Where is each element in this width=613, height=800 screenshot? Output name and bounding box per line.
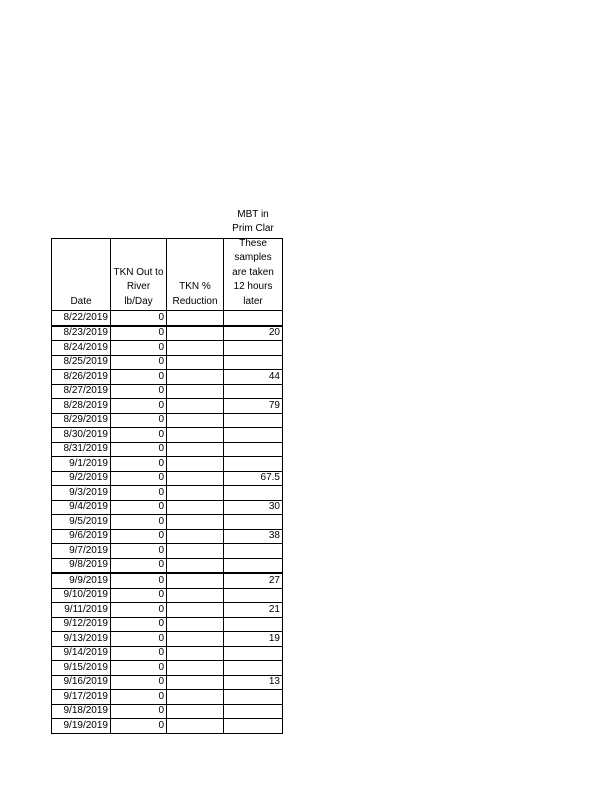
table-row — [52, 428, 283, 443]
tkn-out-cell: 0 — [111, 719, 167, 734]
table-row — [52, 558, 283, 573]
tkn-reduction-cell — [167, 384, 224, 399]
mbt-cell — [224, 617, 283, 632]
tkn-out-cell: 0 — [111, 413, 167, 428]
tkn-out-cell: 0 — [111, 617, 167, 632]
mbt-cell: 20 — [224, 326, 283, 341]
table-row — [52, 675, 283, 690]
table-row — [52, 515, 283, 530]
tkn-out-cell: 0 — [111, 399, 167, 414]
date-cell: 8/24/2019 — [52, 341, 111, 356]
mbt-cell — [224, 588, 283, 603]
table-row — [52, 311, 283, 326]
table-row — [52, 573, 283, 588]
mbt-cell — [224, 442, 283, 457]
tkn-reduction-cell — [167, 500, 224, 515]
mbt-cell: 79 — [224, 399, 283, 414]
table-row — [52, 413, 283, 428]
tkn-out-cell: 0 — [111, 442, 167, 457]
table-row — [52, 326, 283, 341]
table-row — [52, 690, 283, 705]
header-tkn-reduction: TKN % Reduction — [167, 239, 224, 311]
tkn-reduction-cell — [167, 690, 224, 705]
tkn-reduction-cell — [167, 370, 224, 385]
tkn-reduction-cell — [167, 428, 224, 443]
table-row — [52, 646, 283, 661]
tkn-out-cell: 0 — [111, 661, 167, 676]
tkn-out-cell: 0 — [111, 311, 167, 326]
mbt-cell: 19 — [224, 632, 283, 647]
date-cell: 9/7/2019 — [52, 544, 111, 559]
data-table — [51, 208, 283, 734]
tkn-reduction-cell — [167, 617, 224, 632]
table-row — [52, 471, 283, 486]
tkn-reduction-cell — [167, 413, 224, 428]
tkn-out-cell: 0 — [111, 471, 167, 486]
mbt-cell — [224, 413, 283, 428]
mbt-cell — [224, 384, 283, 399]
table-row — [52, 588, 283, 603]
date-cell: 9/17/2019 — [52, 690, 111, 705]
tkn-reduction-cell — [167, 355, 224, 370]
table-row — [52, 617, 283, 632]
date-cell: 9/5/2019 — [52, 515, 111, 530]
date-cell: 9/8/2019 — [52, 558, 111, 573]
tkn-reduction-cell — [167, 632, 224, 647]
table-row — [52, 544, 283, 559]
tkn-reduction-cell — [167, 719, 224, 734]
tkn-out-cell: 0 — [111, 573, 167, 588]
table-row — [52, 486, 283, 501]
table-row — [52, 632, 283, 647]
date-cell: 9/19/2019 — [52, 719, 111, 734]
table-row — [52, 442, 283, 457]
mbt-cell — [224, 428, 283, 443]
mbt-cell — [224, 558, 283, 573]
date-cell: 9/15/2019 — [52, 661, 111, 676]
tkn-reduction-cell — [167, 515, 224, 530]
mbt-cell — [224, 544, 283, 559]
mbt-cell: 13 — [224, 675, 283, 690]
mbt-cell — [224, 690, 283, 705]
tkn-reduction-cell — [167, 704, 224, 719]
tkn-reduction-cell — [167, 326, 224, 341]
tkn-reduction-cell — [167, 471, 224, 486]
header-tkn-out: TKN Out to River lb/Day — [111, 239, 167, 311]
mbt-cell — [224, 457, 283, 472]
date-cell: 8/27/2019 — [52, 384, 111, 399]
tkn-out-cell: 0 — [111, 457, 167, 472]
tkn-reduction-cell — [167, 661, 224, 676]
table-row — [52, 370, 283, 385]
table-row — [52, 661, 283, 676]
tkn-reduction-cell — [167, 544, 224, 559]
date-cell: 9/2/2019 — [52, 471, 111, 486]
tkn-reduction-cell — [167, 675, 224, 690]
date-cell: 8/29/2019 — [52, 413, 111, 428]
table-row — [52, 719, 283, 734]
table-row — [52, 529, 283, 544]
mbt-cell — [224, 341, 283, 356]
tkn-reduction-cell — [167, 603, 224, 618]
header-mbt: MBT in Prim Clar These samples are taken 12 hours later — [232, 208, 274, 307]
table-row — [52, 603, 283, 618]
date-cell: 8/23/2019 — [52, 326, 111, 341]
header-row — [52, 239, 283, 311]
tkn-out-cell: 0 — [111, 326, 167, 341]
date-cell: 9/3/2019 — [52, 486, 111, 501]
date-cell: 9/10/2019 — [52, 588, 111, 603]
tkn-out-cell: 0 — [111, 500, 167, 515]
tkn-out-cell: 0 — [111, 544, 167, 559]
tkn-out-cell: 0 — [111, 370, 167, 385]
date-cell: 9/1/2019 — [52, 457, 111, 472]
tkn-out-cell: 0 — [111, 690, 167, 705]
table-row — [52, 457, 283, 472]
date-cell: 8/30/2019 — [52, 428, 111, 443]
mbt-cell: 27 — [224, 573, 283, 588]
tkn-out-cell: 0 — [111, 632, 167, 647]
tkn-out-cell: 0 — [111, 355, 167, 370]
date-cell: 8/28/2019 — [52, 399, 111, 414]
date-cell: 8/25/2019 — [52, 355, 111, 370]
date-cell: 9/9/2019 — [52, 573, 111, 588]
tkn-reduction-cell — [167, 311, 224, 326]
tkn-out-cell: 0 — [111, 428, 167, 443]
tkn-out-cell: 0 — [111, 588, 167, 603]
tkn-reduction-cell — [167, 442, 224, 457]
table-header — [52, 208, 283, 311]
table-row — [52, 704, 283, 719]
table-row — [52, 399, 283, 414]
tkn-out-cell: 0 — [111, 646, 167, 661]
mbt-cell — [224, 646, 283, 661]
mbt-cell: 44 — [224, 370, 283, 385]
date-cell: 9/6/2019 — [52, 529, 111, 544]
date-cell: 9/18/2019 — [52, 704, 111, 719]
tkn-out-cell: 0 — [111, 384, 167, 399]
tkn-reduction-cell — [167, 341, 224, 356]
date-cell: 8/31/2019 — [52, 442, 111, 457]
date-cell: 9/11/2019 — [52, 603, 111, 618]
table-body — [52, 311, 283, 734]
mbt-cell: 38 — [224, 529, 283, 544]
mbt-cell — [224, 311, 283, 326]
date-cell: 9/14/2019 — [52, 646, 111, 661]
date-cell: 9/12/2019 — [52, 617, 111, 632]
mbt-cell — [224, 704, 283, 719]
mbt-cell — [224, 355, 283, 370]
date-cell: 8/22/2019 — [52, 311, 111, 326]
date-cell: 9/4/2019 — [52, 500, 111, 515]
mbt-cell — [224, 719, 283, 734]
header-date: Date — [52, 239, 111, 311]
tkn-reduction-cell — [167, 529, 224, 544]
tkn-out-cell: 0 — [111, 515, 167, 530]
table-row — [52, 384, 283, 399]
tkn-reduction-cell — [167, 573, 224, 588]
tkn-reduction-cell — [167, 646, 224, 661]
tkn-out-cell: 0 — [111, 486, 167, 501]
date-cell: 9/16/2019 — [52, 675, 111, 690]
tkn-out-cell: 0 — [111, 603, 167, 618]
tkn-out-cell: 0 — [111, 704, 167, 719]
tkn-reduction-cell — [167, 486, 224, 501]
tkn-reduction-cell — [167, 588, 224, 603]
date-cell: 9/13/2019 — [52, 632, 111, 647]
mbt-cell: 30 — [224, 500, 283, 515]
header-mbt-cell — [224, 208, 283, 311]
table-row — [52, 355, 283, 370]
tkn-out-cell: 0 — [111, 675, 167, 690]
tkn-out-cell: 0 — [111, 558, 167, 573]
table-row — [52, 500, 283, 515]
tkn-out-cell: 0 — [111, 341, 167, 356]
tkn-reduction-cell — [167, 399, 224, 414]
table-row — [52, 341, 283, 356]
mbt-cell: 21 — [224, 603, 283, 618]
tkn-out-cell: 0 — [111, 529, 167, 544]
mbt-cell: 67.5 — [224, 471, 283, 486]
date-cell: 8/26/2019 — [52, 370, 111, 385]
tkn-reduction-cell — [167, 457, 224, 472]
mbt-cell — [224, 515, 283, 530]
mbt-cell — [224, 486, 283, 501]
tkn-reduction-cell — [167, 558, 224, 573]
mbt-cell — [224, 661, 283, 676]
